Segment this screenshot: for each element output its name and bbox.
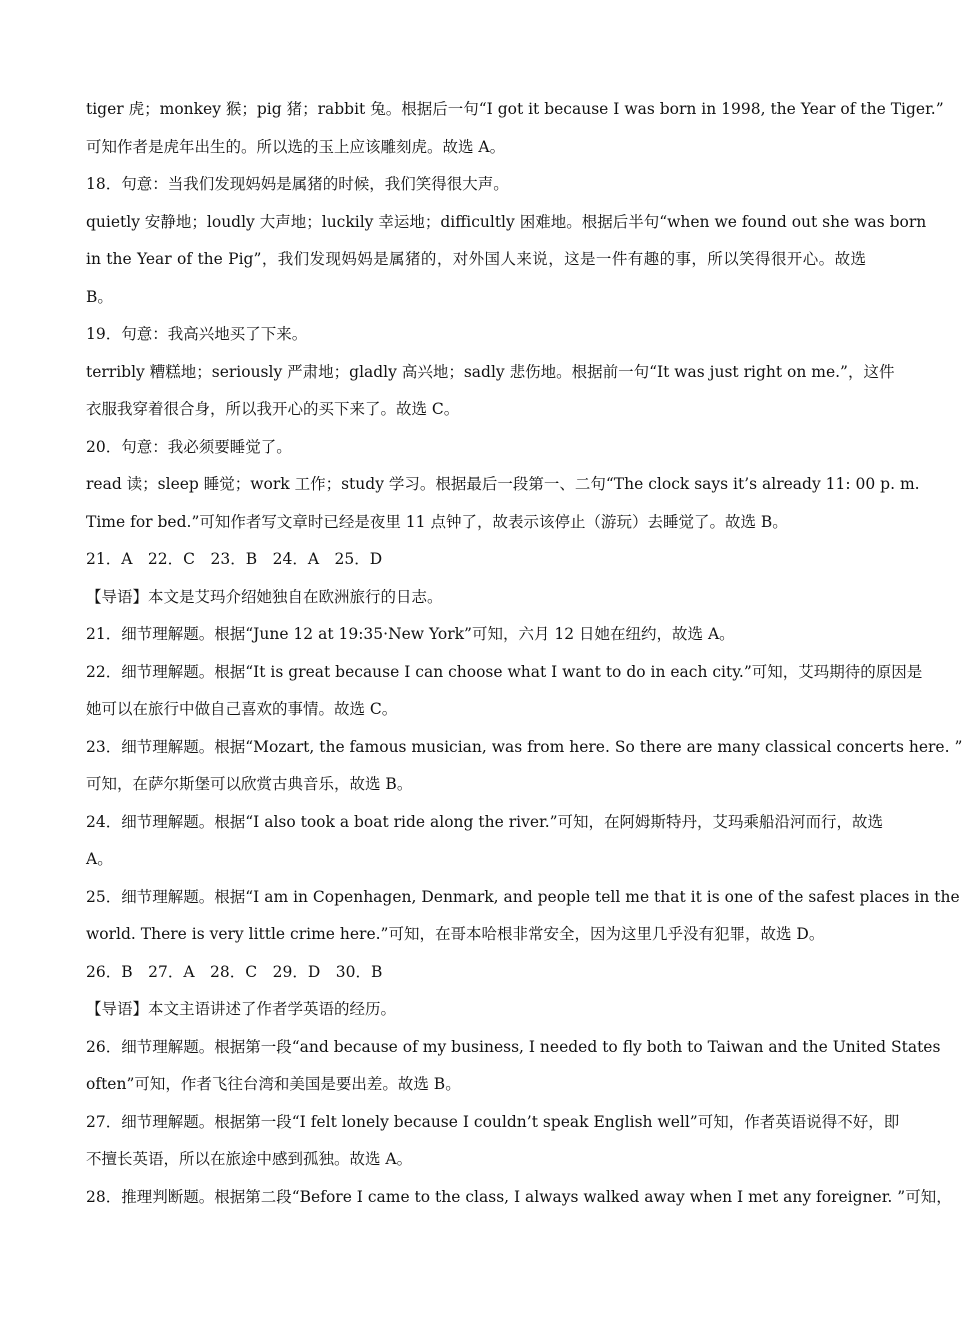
text-line: often”可知，作者飞往台湾和美国是要出差。故选 B。	[86, 1075, 461, 1093]
text-line: 27．细节理解题。根据第一段“I felt lonely because I couldn’t speak English well”可知，作者英语说得不好，即	[86, 1112, 900, 1131]
text-line: B。	[86, 287, 113, 306]
text-line: 26．细节理解题。根据第一段“and because of my business, I needed to fly both to Taiwan and the United States	[86, 1037, 941, 1056]
text-line: Time for bed.”可知作者写文章时已经是夜里 11 点钟了，故表示该停止（游玩）去睡觉了。故选 B。	[86, 512, 788, 531]
text-line: 可知作者是虎年出生的。所以选的玉上应该雕刻虎。故选 A。	[86, 137, 506, 156]
text-line: 21．细节理解题。根据“June 12 at 19:35·New York”可知，六月 12 日她在纽约，故选 A。	[86, 625, 735, 643]
document-page	[86, 91, 962, 1216]
text-line: 【导语】本文主语讲述了作者学英语的经历。	[86, 1000, 397, 1018]
text-line: terribly 糟糕地；seriously 严肃地；gladly 高兴地；sadly 悲伤地。根据前一句“It was just right on me.”，这件	[86, 362, 895, 381]
text-line: 18．句意：当我们发现妈妈是属猪的时候，我们笑得很大声。	[86, 175, 509, 193]
text-line: 24．细节理解题。根据“I also took a boat ride along the river.”可知，在阿姆斯特丹，艾玛乘船沿河而行，故选	[86, 812, 884, 831]
text-line: world. There is very little crime here.”可知，在哥本哈根非常安全，因为这里几乎没有犯罪，故选 D。	[86, 925, 825, 943]
text-line: 22．细节理解题。根据“It is great because I can choose what I want to do in each city.”可知，艾玛期待的原因是	[86, 662, 923, 681]
text-line: 20．句意：我必须要睡觉了。	[86, 437, 292, 456]
text-line: 可知，在萨尔斯堡可以欣赏古典音乐，故选 B。	[86, 775, 413, 793]
text-line: 26．B 27．A 28．C 29．D 30．B	[86, 962, 383, 981]
text-line: 19．句意：我高兴地买了下来。	[86, 325, 308, 343]
text-line: 不擅长英语，所以在旅途中感到孤独。故选 A。	[86, 1150, 413, 1168]
text-line: A。	[86, 850, 113, 868]
text-line: in the Year of the Pig”，我们发现妈妈是属猪的，对外国人来说，这是一件有趣的事，所以笑得很开心。故选	[86, 250, 866, 268]
text-line: 28．推理判断题。根据第二段“Before I came to the class, I always walked away when I met any foreigner. ”可知，	[86, 1187, 952, 1206]
text-line: tiger 虎；monkey 猴；pig 猪；rabbit 兔。根据后一句“I got it because I was born in 1998, the Year of the Tiger.”	[86, 100, 944, 118]
text-line: 21．A 22．C 23．B 24．A 25．D	[86, 550, 383, 568]
text-line: 【导语】本文是艾玛介绍她独自在欧洲旅行的日志。	[86, 587, 443, 606]
text-line: 衣服我穿着很合身，所以我开心的买下来了。故选 C。	[86, 400, 460, 418]
text-line: 25．细节理解题。根据“I am in Copenhagen, Denmark, and people tell me that it is one of the safest places in the	[86, 887, 960, 906]
text-line: 23．细节理解题。根据“Mozart, the famous musician, was from here. So there are many classical concerts here. ”	[86, 737, 962, 756]
text-line: read 读；sleep 睡觉；work 工作；study 学习。根据最后一段第一、二句“The clock says it’s already 11: 00 p. m.	[86, 475, 920, 493]
text-line: 她可以在旅行中做自己喜欢的事情。故选 C。	[86, 700, 398, 718]
text-line: quietly 安静地；loudly 大声地；luckily 幸运地；difficultly 困难地。根据后半句“when we found out she was born	[86, 212, 927, 231]
